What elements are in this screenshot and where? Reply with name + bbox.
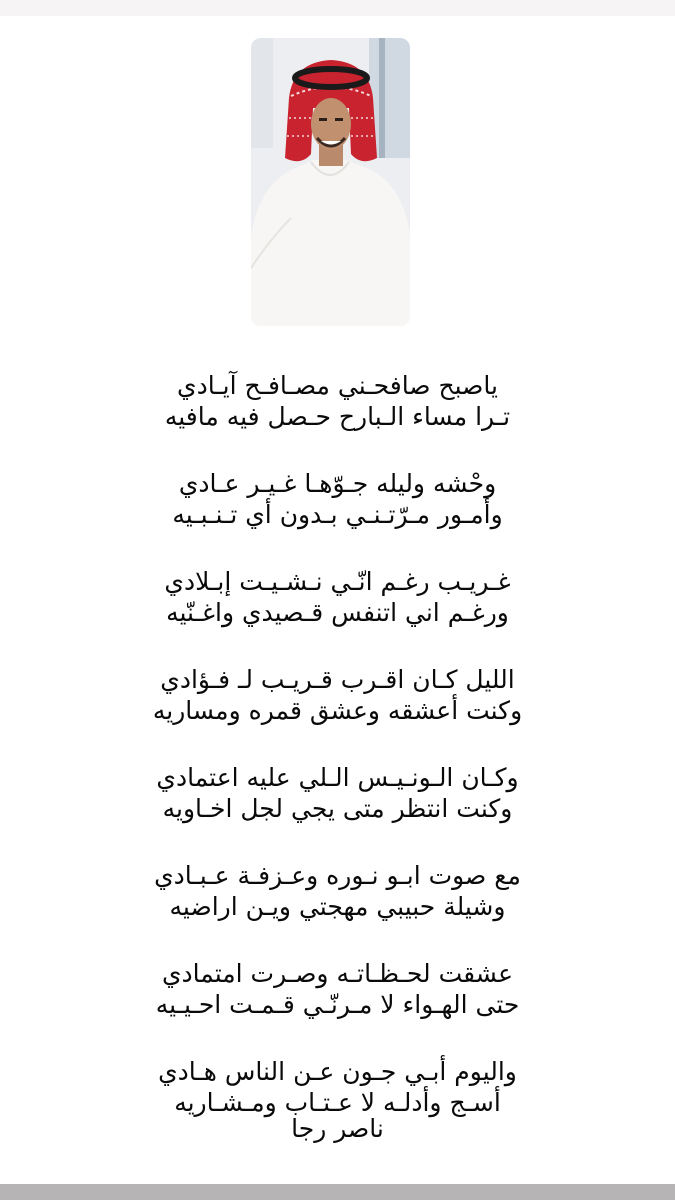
poem-line: وكنت أعشقه وعشق قمره ومساريه <box>152 696 523 725</box>
poem-line: ياصبح صافحـني مصـافـح آيـادي <box>177 371 498 400</box>
poem-line: الليل كـان اقـرب قـريـب لـ فـؤادي <box>160 665 515 694</box>
poem-line: عشقت لحـظـاتـه وصـرت امتمادي <box>161 959 514 988</box>
poem <box>40 370 635 1154</box>
poem-line: مع صوت ابـو نـوره وعـزفـة عـبـادي <box>154 861 521 890</box>
top-bar <box>0 0 675 16</box>
poem-line: أسـج وأدلـه لا عـتـاب ومـشـاريه <box>174 1088 501 1117</box>
poem-line: واليوم أبـي جـون عـن الناس هـادي <box>158 1057 517 1086</box>
poem-stanza <box>40 370 635 432</box>
poem-line: غـريـب رغـم انّـي نـشـيـت إبـلادي <box>164 567 511 596</box>
poem-stanza <box>40 860 635 922</box>
poem-stanza <box>40 664 635 726</box>
poet-photo <box>251 38 410 326</box>
poem-line: وشيلة حبيبي مهجتي ويـن اراضيه <box>169 892 506 921</box>
poem-line: تـرا مساء الـبارح حـصل فيه مافيه <box>164 402 511 431</box>
poem-line: ورغـم اني اتنفس قـصيدي واغـنّيه <box>166 598 509 627</box>
bottom-bar <box>0 1184 675 1200</box>
poem-stanza <box>40 468 635 530</box>
portrait-photo-icon <box>251 38 410 326</box>
poem-line: وكنت انتظر متى يجي لجل اخـاويه <box>162 794 513 823</box>
poem-stanza <box>40 1056 635 1118</box>
poem-line: وكـان الـونـيـس الـلي عليه اعتمادي <box>156 763 519 792</box>
poem-line: وحْشه وليله جـوّهـا غـيـر عـادي <box>178 469 497 498</box>
poem-line: وأمـور مـرّتـنـي بـدون أي تـنـبـيه <box>172 500 503 529</box>
poem-stanza <box>40 762 635 824</box>
poem-line: حتى الهـواء لا مـرنّـي قـمـت احـيـيه <box>155 990 520 1019</box>
poem-stanza <box>40 958 635 1020</box>
poem-author: ناصر رجا <box>291 1114 384 1143</box>
poem-stanza <box>40 566 635 628</box>
